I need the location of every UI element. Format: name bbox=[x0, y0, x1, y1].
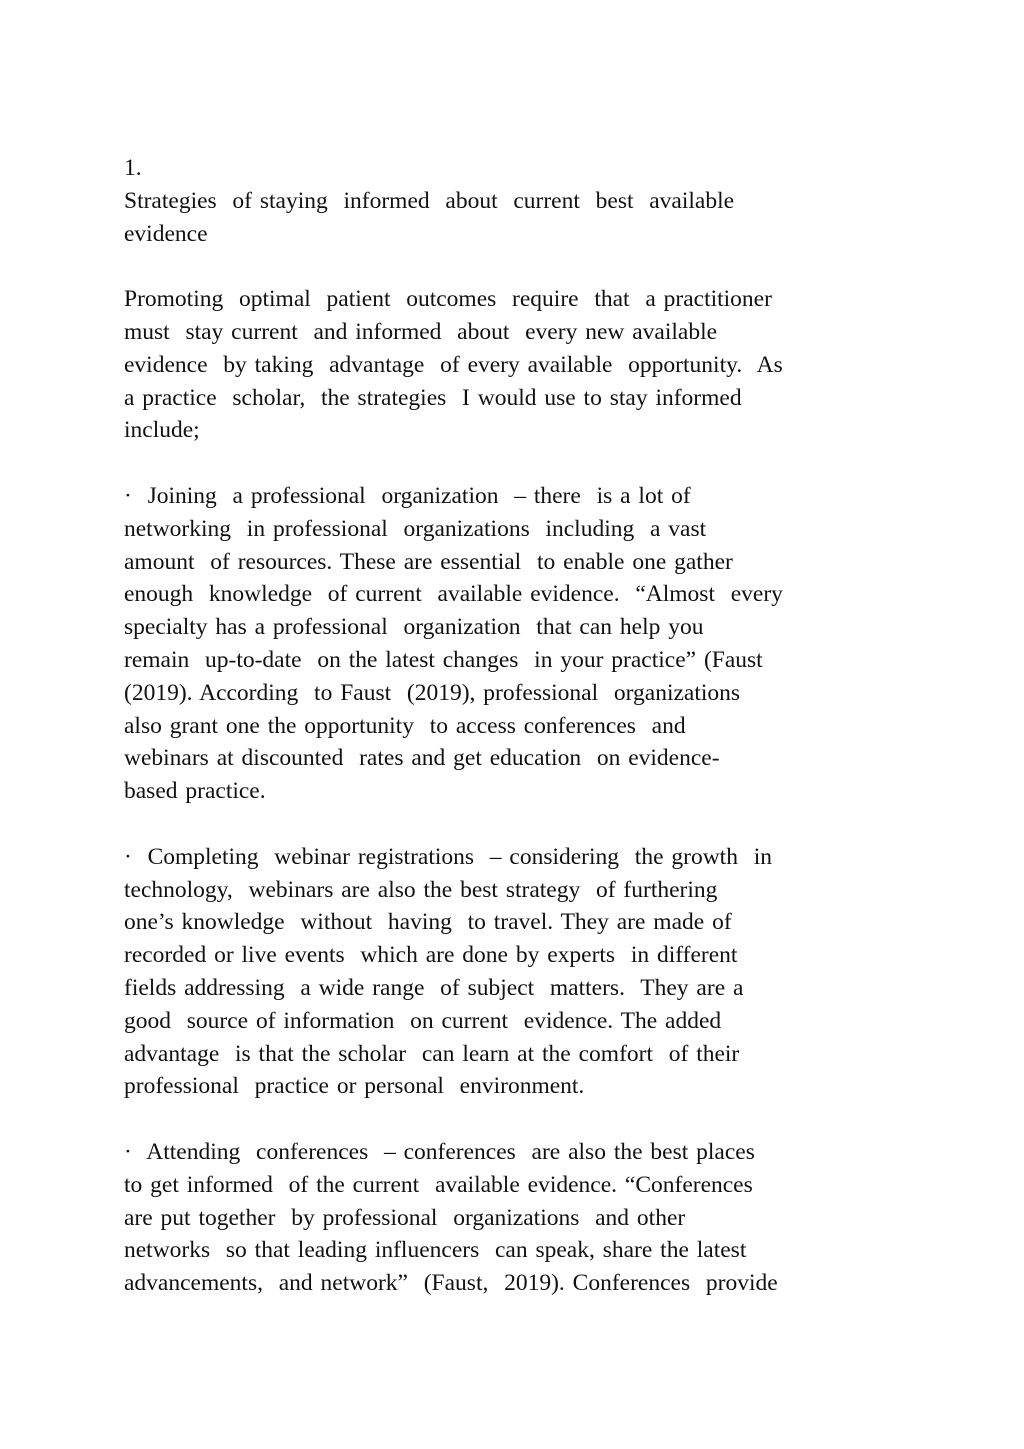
bullet-attending-conferences bbox=[124, 1136, 904, 1300]
text-line: enough knowledge of current available evidence. “Almost every bbox=[124, 581, 783, 608]
heading-line: evidence bbox=[124, 220, 208, 247]
text-line: Promoting optimal patient outcomes require that a practitioner bbox=[124, 286, 772, 313]
text-line: good source of information on current evidence. The added bbox=[124, 1007, 722, 1034]
text-line: · Completing webinar registrations – considering the growth in bbox=[124, 843, 772, 870]
text-line: technology, webinars are also the best strategy of furthering bbox=[124, 876, 718, 903]
text-line: networks so that leading influencers can speak, share the latest bbox=[124, 1237, 747, 1264]
text-line: also grant one the opportunity to access conferences and bbox=[124, 712, 686, 739]
text-line: based practice. bbox=[124, 778, 266, 805]
text-line: must stay current and informed about every new available bbox=[124, 318, 718, 345]
text-line: networking in professional organizations including a vast bbox=[124, 515, 707, 542]
text-line: · Attending conferences – conferences are also the best places bbox=[124, 1138, 755, 1165]
text-line: evidence by taking advantage of every available opportunity. As bbox=[124, 351, 783, 378]
text-line: to get informed of the current available evidence. “Conferences bbox=[124, 1171, 753, 1198]
heading-line: Strategies of staying informed about current best available bbox=[124, 187, 735, 214]
text-line: webinars at discounted rates and get education on evidence- bbox=[124, 745, 720, 772]
section-heading bbox=[124, 185, 904, 251]
document-page bbox=[124, 152, 904, 1300]
text-line: include; bbox=[124, 417, 200, 444]
text-line: · Joining a professional organization – there is a lot of bbox=[124, 482, 691, 509]
text-line: recorded or live events which are done by experts in different bbox=[124, 942, 738, 969]
text-line: fields addressing a wide range of subject matters. They are a bbox=[124, 974, 744, 1001]
paragraph-intro bbox=[124, 283, 904, 447]
bullet-professional-organization bbox=[124, 480, 904, 808]
text-line: specialty has a professional organization that can help you bbox=[124, 614, 704, 641]
text-line: advancements, and network” (Faust, 2019). Conferences provide bbox=[124, 1270, 778, 1297]
text-line: (2019). According to Faust (2019), professional organizations bbox=[124, 679, 741, 706]
bullet-webinar-registrations bbox=[124, 841, 904, 1103]
text-line: amount of resources. These are essential to enable one gather bbox=[124, 548, 733, 575]
text-line: advantage is that the scholar can learn at the comfort of their bbox=[124, 1040, 740, 1067]
text-line: one’s knowledge without having to travel. They are made of bbox=[124, 909, 732, 936]
text-line: a practice scholar, the strategies I would use to stay informed bbox=[124, 384, 742, 411]
section-number: 1. bbox=[124, 155, 142, 181]
text-line: professional practice or personal environment. bbox=[124, 1073, 585, 1100]
text-line: remain up-to-date on the latest changes in your practice” (Faust bbox=[124, 646, 763, 673]
text-line: are put together by professional organizations and other bbox=[124, 1204, 686, 1231]
